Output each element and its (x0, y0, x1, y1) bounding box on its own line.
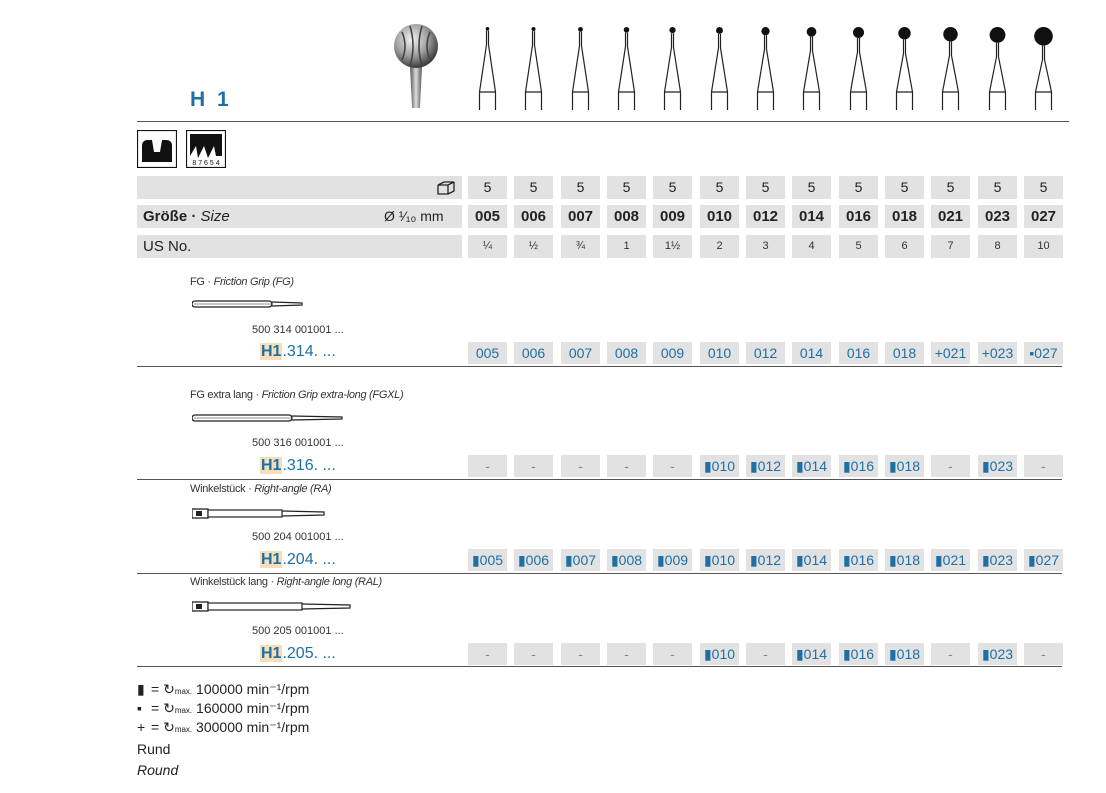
section-ral-code: H1.205. ... (261, 645, 336, 662)
order-code-cell: ▮010 (700, 549, 739, 571)
order-code-cell: ▮018 (885, 549, 924, 571)
order-code-cell: 007 (561, 342, 600, 364)
pack-count-cell: 5 (700, 176, 739, 199)
order-code-cell: - (468, 455, 507, 477)
pack-count-cell: 5 (792, 176, 831, 199)
size-cell: 014 (792, 205, 831, 228)
pack-count-cell: 5 (653, 176, 692, 199)
bur-profile (990, 27, 1006, 110)
size-cell: 018 (885, 205, 924, 228)
size-cell: 023 (978, 205, 1017, 228)
section-ral-title: Winkelstück lang · Right-angle long (RAL) (190, 576, 382, 588)
size-cell: 021 (931, 205, 970, 228)
order-code-cell: 008 (607, 342, 646, 364)
order-code-cell: - (607, 643, 646, 665)
header-divider (137, 121, 1069, 122)
order-code-cell: 012 (746, 342, 785, 364)
us-number-cell: 6 (885, 235, 924, 258)
pack-count-cell: 5 (561, 176, 600, 199)
order-code-cell: 010 (700, 342, 739, 364)
bur-profile (573, 27, 589, 110)
order-code-cell: - (931, 643, 970, 665)
order-code-cell: - (468, 643, 507, 665)
section-divider (137, 366, 1062, 367)
section-fgxl-title: FG extra lang · Friction Grip extra-long (FGXL) (190, 389, 404, 401)
order-code-cell: ▪027 (1024, 342, 1063, 364)
us-number-cell: 10 (1024, 235, 1063, 258)
order-code-cell: ▮012 (746, 455, 785, 477)
order-code-cell: ▮012 (746, 549, 785, 571)
shape-name-en: Round (137, 762, 179, 778)
legend-item: + = ↻max. 300000 min⁻¹/rpm (137, 719, 310, 735)
order-code-cell: +023 (978, 342, 1017, 364)
fg-shank-icon (192, 298, 304, 312)
pack-count-cell: 5 (1024, 176, 1063, 199)
order-code-cell: - (1024, 455, 1063, 477)
order-code-cell: - (561, 643, 600, 665)
order-code-cell: ▮023 (978, 455, 1017, 477)
bur-profile (480, 27, 496, 110)
order-code-cell: ▮018 (885, 455, 924, 477)
bur-profile (851, 27, 867, 110)
ra-shank-icon (192, 506, 326, 522)
order-code-cell: ▮016 (839, 455, 878, 477)
us-number-cell: 1 (607, 235, 646, 258)
order-code-cell: ▮016 (839, 549, 878, 571)
ral-shank-icon (192, 599, 352, 615)
order-code-cell: ▮018 (885, 643, 924, 665)
bur-profile (665, 27, 681, 110)
section-fgxl-ref: 500 316 001001 ... (252, 437, 344, 449)
size-cell: 027 (1024, 205, 1063, 228)
order-code-cell: ▮016 (839, 643, 878, 665)
order-code-cell: - (1024, 643, 1063, 665)
section-fg-title: FG · Friction Grip (FG) (190, 276, 294, 288)
size-unit: Ø ¹⁄₁₀ mm (384, 208, 444, 224)
section-ra-ref: 500 204 001001 ... (252, 531, 344, 543)
size-cell: 010 (700, 205, 739, 228)
round-bur-photo (392, 22, 440, 110)
pack-count-cell: 5 (468, 176, 507, 199)
bur-profile (712, 27, 728, 110)
package-icon (436, 180, 456, 196)
order-code-cell: ▮008 (607, 549, 646, 571)
us-number-cell: 8 (978, 235, 1017, 258)
legend-item: ▮ = ↻max. 100000 min⁻¹/rpm (137, 681, 310, 697)
order-code-cell: ▮005 (468, 549, 507, 571)
section-fg-code: H1.314. ... (261, 343, 336, 360)
us-number-cell: 7 (931, 235, 970, 258)
us-number-cell: ¾ (561, 235, 600, 258)
order-code-cell: ▮010 (700, 643, 739, 665)
section-ra-title: Winkelstück · Right-angle (RA) (190, 483, 332, 495)
pack-row-label-cell (137, 176, 462, 199)
us-number-cell: 3 (746, 235, 785, 258)
us-label: US No. (143, 238, 192, 255)
us-number-cell: 5 (839, 235, 878, 258)
order-code-cell: ▮021 (931, 549, 970, 571)
us-number-cell: 2 (700, 235, 739, 258)
order-code-cell: 016 (839, 342, 878, 364)
order-code-cell: ▮023 (978, 549, 1017, 571)
bur-profile (619, 27, 635, 110)
order-code-cell: - (653, 643, 692, 665)
bur-profile (1034, 27, 1053, 110)
bur-profile (526, 27, 542, 110)
size-cell: 012 (746, 205, 785, 228)
pack-count-cell: 5 (746, 176, 785, 199)
section-divider (137, 666, 1062, 667)
order-code-cell: 009 (653, 342, 692, 364)
section-divider (137, 573, 1062, 574)
size-label: Größe · Size (143, 208, 230, 225)
svg-text:8 7 6 5 4: 8 7 6 5 4 (192, 160, 220, 167)
order-code-cell: ▮014 (792, 643, 831, 665)
section-ral-ref: 500 205 001001 ... (252, 625, 344, 637)
size-cell: 007 (561, 205, 600, 228)
fgxl-shank-icon (192, 412, 344, 426)
tooth-chart-icon (186, 130, 226, 168)
section-fgxl-code: H1.316. ... (261, 457, 336, 474)
pack-count-cell: 5 (607, 176, 646, 199)
order-code-cell: ▮006 (514, 549, 553, 571)
product-title: H 1 (190, 88, 232, 111)
pack-count-cell: 5 (931, 176, 970, 199)
shape-name-de: Rund (137, 741, 171, 757)
order-code-cell: ▮014 (792, 549, 831, 571)
order-code-cell: 005 (468, 342, 507, 364)
section-divider (137, 479, 1062, 480)
section-fg-ref: 500 314 001001 ... (252, 324, 344, 336)
order-code-cell: - (931, 455, 970, 477)
order-code-cell: - (561, 455, 600, 477)
pack-count-cell: 5 (885, 176, 924, 199)
order-code-cell: ▮014 (792, 455, 831, 477)
order-code-cell: - (653, 455, 692, 477)
order-code-cell: ▮009 (653, 549, 692, 571)
order-code-cell: - (607, 455, 646, 477)
bur-profile (943, 27, 959, 110)
us-number-cell: 1½ (653, 235, 692, 258)
pack-count-cell: 5 (839, 176, 878, 199)
bur-profile (897, 27, 913, 110)
order-code-cell: ▮010 (700, 455, 739, 477)
bur-profile (758, 27, 774, 110)
size-cell: 005 (468, 205, 507, 228)
size-cell: 009 (653, 205, 692, 228)
size-cell: 006 (514, 205, 553, 228)
tooth-cavity-icon (137, 130, 177, 168)
size-cell: 016 (839, 205, 878, 228)
order-code-cell: - (514, 455, 553, 477)
legend-item: ▪ = ↻max. 160000 min⁻¹/rpm (137, 700, 310, 716)
size-cell: 008 (607, 205, 646, 228)
us-number-cell: ½ (514, 235, 553, 258)
order-code-cell: +021 (931, 342, 970, 364)
order-code-cell: 014 (792, 342, 831, 364)
us-number-cell: ¼ (468, 235, 507, 258)
order-code-cell: ▮007 (561, 549, 600, 571)
pack-count-cell: 5 (514, 176, 553, 199)
us-number-cell: 4 (792, 235, 831, 258)
order-code-cell: 018 (885, 342, 924, 364)
order-code-cell: ▮023 (978, 643, 1017, 665)
bur-profile (804, 27, 820, 110)
pack-count-cell: 5 (978, 176, 1017, 199)
order-code-cell: 006 (514, 342, 553, 364)
order-code-cell: - (746, 643, 785, 665)
section-ra-code: H1.204. ... (261, 551, 336, 568)
bur-profile-drawings (466, 20, 1064, 112)
order-code-cell: ▮027 (1024, 549, 1063, 571)
order-code-cell: - (514, 643, 553, 665)
